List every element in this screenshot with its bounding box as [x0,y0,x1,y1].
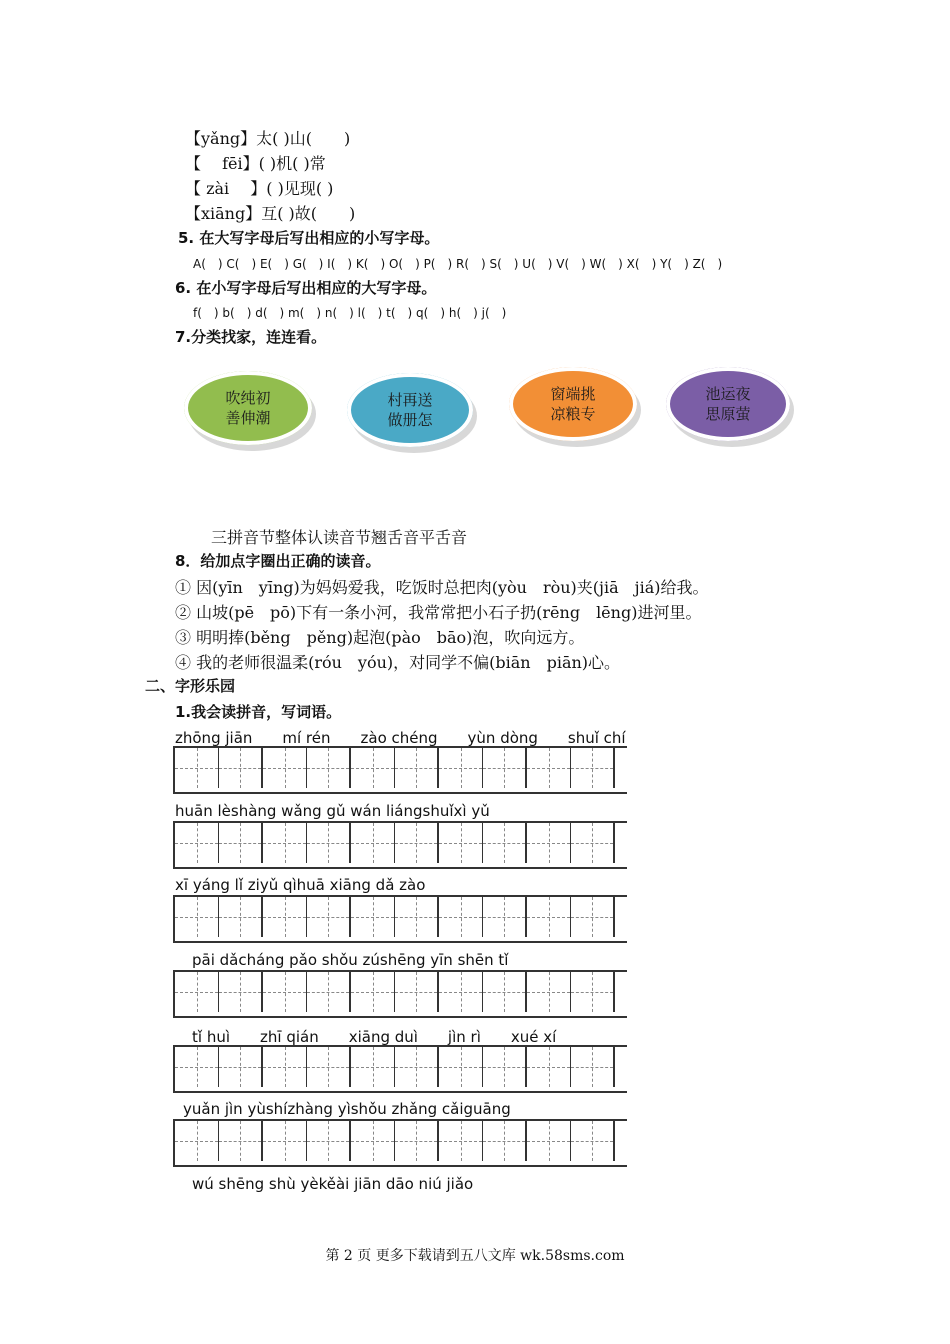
question-5-letters: A( ) C( ) E( ) G( ) I( ) K( ) O( ) P( ) R( ) S( ) U( ) V( ) W( ) X( ) Y( ) Z( ) [193,257,723,271]
pinyin-row-3: xī yáng lǐ ziyǔ qìhuā xiāng dǎ zào [175,876,426,894]
category-oval-purple[interactable] [666,367,790,441]
question-6-letters: f( ) b( ) d( ) m( ) n( ) l( ) t( ) q( ) h( ) j( ) [193,306,507,320]
writing-cell[interactable] [219,748,263,788]
question-8-title: 8．给加点字圈出正确的读音。 [175,552,381,570]
writing-cell[interactable] [439,823,483,863]
reading-item-4: ④ 我的老师很温柔(róu yóu)，对同学不偏(biān piān)心。 [175,653,621,672]
writing-cell[interactable] [571,1121,615,1161]
writing-cell[interactable] [307,748,351,788]
writing-grid-row-2[interactable] [173,821,627,869]
pinyin-row-2: huān lèshàng wǎng gǔ wán liángshuǐxì yǔ [175,802,490,820]
writing-cell[interactable] [219,1047,263,1087]
pinyin-row-1: zhōng jiān mí rén zào chéng yùn dòng shuǐ chí [175,729,626,747]
question-6-title: 6. 在小写字母后写出相应的大写字母。 [175,279,437,297]
writing-cell[interactable] [483,897,527,937]
writing-cell[interactable] [571,748,615,788]
oval-text-line: 吹纯初 [225,389,271,407]
oval-text-line: 善伸潮 [225,409,271,427]
oval-text-line: 思原萤 [705,405,751,423]
writing-cell[interactable] [263,748,307,788]
writing-cell[interactable] [571,972,615,1012]
pinyin-line-3: 【 zài 】( )见现( ) [185,179,334,198]
writing-cell[interactable] [351,972,395,1012]
writing-cell[interactable] [395,1047,439,1087]
writing-cell[interactable] [307,1047,351,1087]
writing-cell[interactable] [439,972,483,1012]
writing-cell[interactable] [571,823,615,863]
writing-cell[interactable] [439,1047,483,1087]
writing-cell[interactable] [263,972,307,1012]
category-labels: 三拼音节整体认读音节翘舌音平舌音 [211,528,468,547]
oval-text-line: 凉粮专 [550,405,596,423]
pinyin-line-1: 【yǎng】太( )山( ) [185,129,351,148]
writing-cell[interactable] [571,897,615,937]
category-oval-green[interactable] [184,371,312,445]
writing-cell[interactable] [483,823,527,863]
writing-cell[interactable] [219,972,263,1012]
writing-cell[interactable] [527,748,571,788]
writing-cell[interactable] [307,1121,351,1161]
pinyin-row-6: yuǎn jìn yùshízhàng yìshǒu zhǎng cǎiguāng [183,1100,511,1118]
writing-cell[interactable] [395,1121,439,1161]
pinyin-line-2: 【 fēi】( )机( )常 [185,154,326,173]
writing-cell[interactable] [351,1047,395,1087]
reading-item-1: ① 因(yīn yīng)为妈妈爱我，吃饭时总把肉(yòu ròu)夹(jiā jiá)给我。 [175,578,709,597]
writing-cell[interactable] [527,1047,571,1087]
writing-cell[interactable] [483,972,527,1012]
writing-grid-row-6[interactable] [173,1119,627,1167]
section-2-q1-title: 1.我会读拼音，写词语。 [175,703,342,721]
writing-grid-row-3[interactable] [173,895,627,943]
writing-grid-row-1[interactable] [173,746,627,794]
category-oval-blue[interactable] [347,373,473,447]
writing-cell[interactable] [263,823,307,863]
writing-cell[interactable] [395,748,439,788]
writing-cell[interactable] [263,1121,307,1161]
pinyin-row-4: pāi dǎcháng pǎo shǒu zúshēng yīn shēn tǐ [192,951,509,969]
writing-grid-row-4[interactable] [173,970,627,1018]
writing-cell[interactable] [527,1121,571,1161]
oval-text-line: 村再送 [387,391,433,409]
oval-text-line: 做册怎 [387,411,433,429]
writing-cell[interactable] [571,1047,615,1087]
writing-cell[interactable] [439,1121,483,1161]
reading-item-3: ③ 明明捧(běng pěng)起泡(pào bāo)泡，吹向远方。 [175,628,585,647]
writing-cell[interactable] [527,897,571,937]
writing-cell[interactable] [351,1121,395,1161]
pinyin-row-7: wú shēng shù yèkěài jiān dāo niú jiǎo [192,1175,474,1193]
writing-cell[interactable] [527,972,571,1012]
writing-cell[interactable] [263,1047,307,1087]
reading-item-2: ② 山坡(pē pō)下有一条小河，我常常把小石子扔(rēng lēng)进河里。 [175,603,702,622]
writing-cell[interactable] [483,1121,527,1161]
oval-text-line: 窗端挑 [550,385,596,403]
writing-cell[interactable] [175,1047,219,1087]
question-7-title: 7.分类找家，连连看。 [175,328,327,346]
writing-cell[interactable] [439,897,483,937]
writing-cell[interactable] [219,897,263,937]
category-oval-orange[interactable] [509,367,637,441]
writing-cell[interactable] [307,823,351,863]
writing-cell[interactable] [395,972,439,1012]
writing-cell[interactable] [483,748,527,788]
writing-cell[interactable] [219,823,263,863]
writing-cell[interactable] [527,823,571,863]
oval-text-line: 池运夜 [705,385,751,403]
pinyin-row-5: tǐ huì zhī qián xiāng duì jìn rì xué xí [192,1028,557,1046]
pinyin-line-4: 【xiāng】互( )故( ) [185,204,356,223]
page-footer: 第 2 页 更多下载请到五八文库 wk.58sms.com [325,1248,625,1264]
writing-cell[interactable] [351,748,395,788]
writing-cell[interactable] [439,748,483,788]
writing-cell[interactable] [175,823,219,863]
question-5-title: 5. 在大写字母后写出相应的小写字母。 [178,229,440,247]
writing-cell[interactable] [307,972,351,1012]
writing-cell[interactable] [219,1121,263,1161]
writing-cell[interactable] [351,897,395,937]
writing-cell[interactable] [175,748,219,788]
writing-cell[interactable] [483,1047,527,1087]
writing-cell[interactable] [307,897,351,937]
writing-cell[interactable] [175,897,219,937]
writing-cell[interactable] [395,823,439,863]
writing-grid-row-5[interactable] [173,1045,627,1093]
writing-cell[interactable] [175,972,219,1012]
writing-cell[interactable] [395,897,439,937]
section-2-heading: 二、字形乐园 [145,677,236,695]
writing-cell[interactable] [175,1121,219,1161]
writing-cell[interactable] [263,897,307,937]
writing-cell[interactable] [351,823,395,863]
